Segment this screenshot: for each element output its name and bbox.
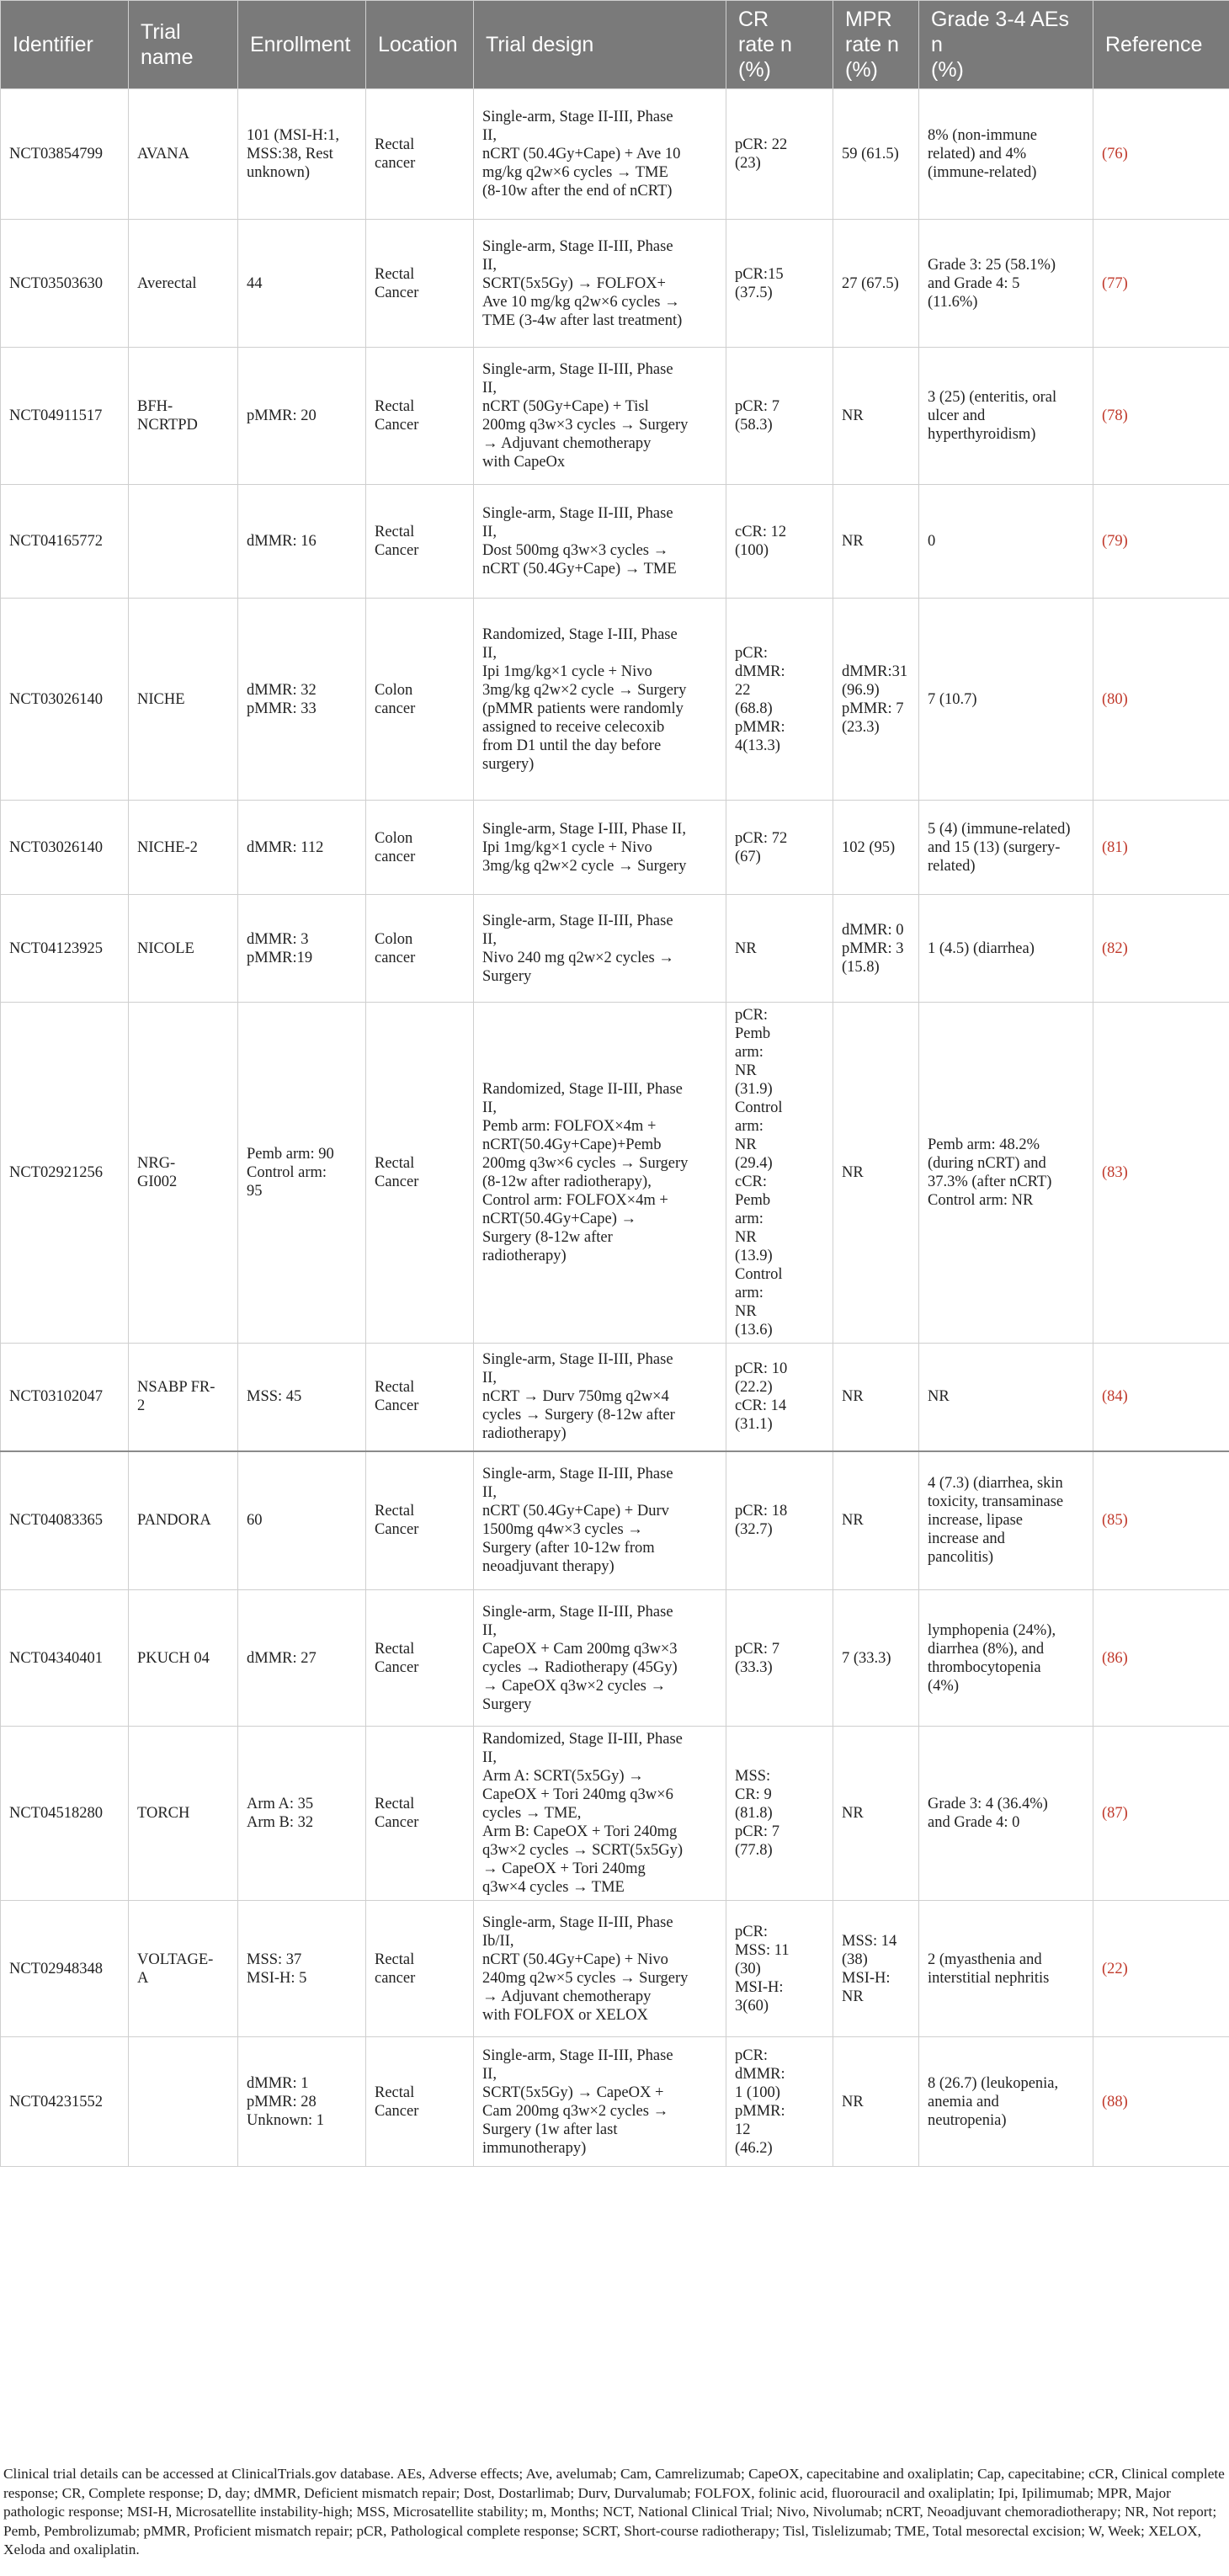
table-row bbox=[1, 89, 1229, 220]
location-cell: Rectal Cancer bbox=[366, 2037, 474, 2167]
reference-link[interactable]: (82) bbox=[1102, 939, 1128, 957]
column-header: Location bbox=[366, 1, 474, 89]
trial-name-cell: NICOLE bbox=[129, 895, 238, 1003]
trial-design-cell: Randomized, Stage II-III, Phase II, Arm A: SCRT(5x5Gy) → CapeOX + Tori 240mg q3w×6 cycles → TME, Arm B: CapeOX + Tori 240mg q3w×2 cycles → SCRT(5x5Gy) → CapeOX + Tori 240mg q3w×4 cycles → TME bbox=[474, 1727, 726, 1901]
trial-design-cell: Single-arm, Stage II-III, Phase Ib/II, nCRT (50.4Gy+Cape) + Nivo 240mg q2w×5 cycles → Surgery → Adjuvant chemotherapy with FOLFOX or XELOX bbox=[474, 1901, 726, 2037]
mpr-rate-cell: dMMR: 0 pMMR: 3 (15.8) bbox=[833, 895, 919, 1003]
mpr-rate-cell: 59 (61.5) bbox=[833, 89, 919, 220]
enrollment-cell: pMMR: 20 bbox=[238, 348, 366, 485]
table-row bbox=[1, 1590, 1229, 1727]
cr-rate-cell: pCR:15 (37.5) bbox=[726, 220, 833, 348]
reference-cell bbox=[1093, 801, 1229, 895]
trial-design-cell: Single-arm, Stage II-III, Phase II, nCRT (50Gy+Cape) + Tisl 200mg q3w×3 cycles → Surgery → Adjuvant chemotherapy with CapeOx bbox=[474, 348, 726, 485]
location-cell: Rectal Cancer bbox=[366, 1344, 474, 1451]
enrollment-cell: 101 (MSI-H:1, MSS:38, Rest unknown) bbox=[238, 89, 366, 220]
identifier-cell: NCT03854799 bbox=[1, 89, 129, 220]
enrollment-cell: MSS: 45 bbox=[238, 1344, 366, 1451]
location-cell: Rectal Cancer bbox=[366, 220, 474, 348]
table-row bbox=[1, 1727, 1229, 1901]
mpr-rate-cell: NR bbox=[833, 1451, 919, 1590]
cr-rate-cell: NR bbox=[726, 895, 833, 1003]
reference-cell bbox=[1093, 1344, 1229, 1451]
header-row bbox=[1, 1, 1229, 89]
reference-link[interactable]: (84) bbox=[1102, 1388, 1128, 1406]
reference-link[interactable]: (85) bbox=[1102, 1512, 1128, 1530]
identifier-cell: NCT04123925 bbox=[1, 895, 129, 1003]
location-cell: Rectal Cancer bbox=[366, 1590, 474, 1727]
identifier-cell: NCT04518280 bbox=[1, 1727, 129, 1901]
trial-name-cell bbox=[129, 485, 238, 599]
trial-name-cell: NSABP FR- 2 bbox=[129, 1344, 238, 1451]
table-row bbox=[1, 1901, 1229, 2037]
location-cell: Rectal cancer bbox=[366, 89, 474, 220]
table-row bbox=[1, 2037, 1229, 2167]
enrollment-cell: Arm A: 35 Arm B: 32 bbox=[238, 1727, 366, 1901]
reference-link[interactable]: (88) bbox=[1102, 2093, 1128, 2110]
reference-cell bbox=[1093, 89, 1229, 220]
adverse-events-cell: 4 (7.3) (diarrhea, skin toxicity, transaminase increase, lipase increase and pancolitis) bbox=[919, 1451, 1093, 1590]
reference-link[interactable]: (80) bbox=[1102, 690, 1128, 708]
mpr-rate-cell: MSS: 14 (38) MSI-H: NR bbox=[833, 1901, 919, 2037]
table-row bbox=[1, 220, 1229, 348]
enrollment-cell: MSS: 37 MSI-H: 5 bbox=[238, 1901, 366, 2037]
location-cell: Colon cancer bbox=[366, 599, 474, 801]
identifier-cell: NCT02948348 bbox=[1, 1901, 129, 2037]
mpr-rate-cell: 7 (33.3) bbox=[833, 1590, 919, 1727]
location-cell: Rectal Cancer bbox=[366, 348, 474, 485]
trial-design-cell: Single-arm, Stage II-III, Phase II, SCRT(5x5Gy) → CapeOX + Cam 200mg q3w×2 cycles → Surgery (1w after last immunotherapy) bbox=[474, 2037, 726, 2167]
identifier-cell: NCT02921256 bbox=[1, 1003, 129, 1344]
cr-rate-cell: MSS: CR: 9 (81.8) pCR: 7 (77.8) bbox=[726, 1727, 833, 1901]
trial-name-cell bbox=[129, 2037, 238, 2167]
reference-cell bbox=[1093, 895, 1229, 1003]
reference-link[interactable]: (79) bbox=[1102, 533, 1128, 550]
location-cell: Colon cancer bbox=[366, 801, 474, 895]
cr-rate-cell: pCR: MSS: 11 (30) MSI-H: 3(60) bbox=[726, 1901, 833, 2037]
reference-link[interactable]: (87) bbox=[1102, 1805, 1128, 1822]
adverse-events-cell: 5 (4) (immune-related) and 15 (13) (surgery- related) bbox=[919, 801, 1093, 895]
enrollment-cell: 60 bbox=[238, 1451, 366, 1590]
adverse-events-cell: 7 (10.7) bbox=[919, 599, 1093, 801]
trial-design-cell: Single-arm, Stage II-III, Phase II, Dost 500mg q3w×3 cycles → nCRT (50.4Gy+Cape) → TME bbox=[474, 485, 726, 599]
cr-rate-cell: pCR: dMMR: 1 (100) pMMR: 12 (46.2) bbox=[726, 2037, 833, 2167]
reference-cell bbox=[1093, 2037, 1229, 2167]
column-header: Enrollment bbox=[238, 1, 366, 89]
trial-name-cell: NICHE-2 bbox=[129, 801, 238, 895]
reference-link[interactable]: (22) bbox=[1102, 1960, 1128, 1977]
cr-rate-cell: pCR: 7 (58.3) bbox=[726, 348, 833, 485]
trial-name-cell: TORCH bbox=[129, 1727, 238, 1901]
identifier-cell: NCT04165772 bbox=[1, 485, 129, 599]
adverse-events-cell: 3 (25) (enteritis, oral ulcer and hyperthyroidism) bbox=[919, 348, 1093, 485]
table-row bbox=[1, 485, 1229, 599]
location-cell: Colon cancer bbox=[366, 895, 474, 1003]
mpr-rate-cell: NR bbox=[833, 1344, 919, 1451]
identifier-cell: NCT04231552 bbox=[1, 2037, 129, 2167]
reference-cell bbox=[1093, 1003, 1229, 1344]
enrollment-cell: dMMR: 27 bbox=[238, 1590, 366, 1727]
trial-design-cell: Single-arm, Stage II-III, Phase II, SCRT(5x5Gy) → FOLFOX+ Ave 10 mg/kg q2w×6 cycles → TME (3-4w after last treatment) bbox=[474, 220, 726, 348]
reference-link[interactable]: (83) bbox=[1102, 1164, 1128, 1181]
identifier-cell: NCT03026140 bbox=[1, 599, 129, 801]
location-cell: Rectal Cancer bbox=[366, 1451, 474, 1590]
reference-cell bbox=[1093, 599, 1229, 801]
reference-cell bbox=[1093, 485, 1229, 599]
reference-link[interactable]: (76) bbox=[1102, 146, 1128, 162]
identifier-cell: NCT03503630 bbox=[1, 220, 129, 348]
mpr-rate-cell: 27 (67.5) bbox=[833, 220, 919, 348]
reference-cell bbox=[1093, 348, 1229, 485]
enrollment-cell: dMMR: 16 bbox=[238, 485, 366, 599]
trial-name-cell: VOLTAGE- A bbox=[129, 1901, 238, 2037]
table-row bbox=[1, 1451, 1229, 1590]
trial-name-cell: PKUCH 04 bbox=[129, 1590, 238, 1727]
trial-design-cell: Single-arm, Stage I-III, Phase II, Ipi 1mg/kg×1 cycle + Nivo 3mg/kg q2w×2 cycle → Surgery bbox=[474, 801, 726, 895]
reference-link[interactable]: (81) bbox=[1102, 838, 1128, 856]
mpr-rate-cell: NR bbox=[833, 1003, 919, 1344]
reference-cell bbox=[1093, 1727, 1229, 1901]
mpr-rate-cell: NR bbox=[833, 1727, 919, 1901]
trial-name-cell: Averectal bbox=[129, 220, 238, 348]
trial-name-cell: NRG- GI002 bbox=[129, 1003, 238, 1344]
cr-rate-cell: pCR: 72 (67) bbox=[726, 801, 833, 895]
adverse-events-cell: 2 (myasthenia and interstitial nephritis bbox=[919, 1901, 1093, 2037]
column-header: Trial design bbox=[474, 1, 726, 89]
cr-rate-cell: pCR: Pemb arm: NR (31.9) Control arm: NR (29.4) cCR: Pemb arm: NR (13.9) Control arm: NR (13.6) bbox=[726, 1003, 833, 1344]
column-header: Identifier bbox=[1, 1, 129, 89]
cr-rate-cell: pCR: 10 (22.2) cCR: 14 (31.1) bbox=[726, 1344, 833, 1451]
adverse-events-cell: 0 bbox=[919, 485, 1093, 599]
trial-design-cell: Single-arm, Stage II-III, Phase II, nCRT → Durv 750mg q2w×4 cycles → Surgery (8-12w after radiotherapy) bbox=[474, 1344, 726, 1451]
trial-name-cell: PANDORA bbox=[129, 1451, 238, 1590]
adverse-events-cell: Grade 3: 4 (36.4%) and Grade 4: 0 bbox=[919, 1727, 1093, 1901]
adverse-events-cell: 1 (4.5) (diarrhea) bbox=[919, 895, 1093, 1003]
table-row bbox=[1, 1003, 1229, 1344]
trial-design-cell: Randomized, Stage I-III, Phase II, Ipi 1mg/kg×1 cycle + Nivo 3mg/kg q2w×2 cycle → Surgery (pMMR patients were randomly assigned to receive celecoxib from D1 until the day before surgery) bbox=[474, 599, 726, 801]
reference-cell bbox=[1093, 1590, 1229, 1727]
enrollment-cell: dMMR: 1 pMMR: 28 Unknown: 1 bbox=[238, 2037, 366, 2167]
trial-design-cell: Single-arm, Stage II-III, Phase II, nCRT (50.4Gy+Cape) + Ave 10 mg/kg q2w×6 cycles → TME (8-10w after the end of nCRT) bbox=[474, 89, 726, 220]
trial-design-cell: Randomized, Stage II-III, Phase II, Pemb arm: FOLFOX×4m + nCRT(50.4Gy+Cape)+Pemb 200mg q3w×6 cycles → Surgery (8-12w after radiotherapy), Control arm: FOLFOX×4m + nCRT(50.4Gy+Cape) → Surgery (8-12w after radiotherapy) bbox=[474, 1003, 726, 1344]
trial-name-cell: NICHE bbox=[129, 599, 238, 801]
mpr-rate-cell: NR bbox=[833, 2037, 919, 2167]
mpr-rate-cell: 102 (95) bbox=[833, 801, 919, 895]
cr-rate-cell: pCR: 7 (33.3) bbox=[726, 1590, 833, 1727]
trial-design-cell: Single-arm, Stage II-III, Phase II, CapeOX + Cam 200mg q3w×3 cycles → Radiotherapy (45Gy) → CapeOX q3w×2 cycles → Surgery bbox=[474, 1590, 726, 1727]
table-row bbox=[1, 801, 1229, 895]
location-cell: Rectal Cancer bbox=[366, 485, 474, 599]
identifier-cell: NCT04340401 bbox=[1, 1590, 129, 1727]
column-header: Reference bbox=[1093, 1, 1229, 89]
reference-cell bbox=[1093, 1901, 1229, 2037]
mpr-rate-cell: NR bbox=[833, 348, 919, 485]
cr-rate-cell: pCR: dMMR: 22 (68.8) pMMR: 4(13.3) bbox=[726, 599, 833, 801]
trial-name-cell: BFH- NCRTPD bbox=[129, 348, 238, 485]
table-row bbox=[1, 599, 1229, 801]
reference-link[interactable]: (77) bbox=[1102, 274, 1128, 292]
identifier-cell: NCT04083365 bbox=[1, 1451, 129, 1590]
enrollment-cell: dMMR: 32 pMMR: 33 bbox=[238, 599, 366, 801]
table-footnote: Clinical trial details can be accessed at ClinicalTrials.gov database. AEs, Adverse effects; Ave, avelumab; Cam, Camrelizumab; CapeOX, capecitabine and oxaliplatin; Cap, capecitabine; cCR, Clinical complete response; CR, Complete response; D, day; dMMR, Deficient mismatch repair; Dost, Dostarlimab; Durv, Durvalumab; FOLFOX, folinic acid, fluorouracil and oxaliplatin; Ipi, Ipilimumab; MPR, Major pathologic response; MSI-H, Microsatellite instability-high; MSS, Microsatellite stability; m, Months; NCT, National Clinical Trial; Nivo, Nivolumab; nCRT, Neoadjuvant chemoradiotherapy; NR, Not report; Pemb, Pembrolizumab; pMMR, Proficient mismatch repair; pCR, Pathological complete response; SCRT, Short-course radiotherapy; Tisl, Tislelizumab; TME, Total mesorectal excision; W, Week; XELOX, Xeloda and oxaliplatin. bbox=[3, 2466, 1225, 2557]
identifier-cell: NCT03026140 bbox=[1, 801, 129, 895]
mpr-rate-cell: dMMR:31 (96.9) pMMR: 7 (23.3) bbox=[833, 599, 919, 801]
table-row bbox=[1, 895, 1229, 1003]
column-header: Grade 3-4 AEs n (%) bbox=[919, 1, 1093, 89]
identifier-cell: NCT03102047 bbox=[1, 1344, 129, 1451]
location-cell: Rectal cancer bbox=[366, 1901, 474, 2037]
adverse-events-cell: Grade 3: 25 (58.1%) and Grade 4: 5 (11.6%) bbox=[919, 220, 1093, 348]
enrollment-cell: Pemb arm: 90 Control arm: 95 bbox=[238, 1003, 366, 1344]
column-header: Trial name bbox=[129, 1, 238, 89]
cr-rate-cell: pCR: 22 (23) bbox=[726, 89, 833, 220]
trial-name-cell: AVANA bbox=[129, 89, 238, 220]
enrollment-cell: dMMR: 3 pMMR:19 bbox=[238, 895, 366, 1003]
adverse-events-cell: lymphopenia (24%), diarrhea (8%), and thrombocytopenia (4%) bbox=[919, 1590, 1093, 1727]
table-row bbox=[1, 348, 1229, 485]
reference-link[interactable]: (78) bbox=[1102, 407, 1128, 424]
enrollment-cell: dMMR: 112 bbox=[238, 801, 366, 895]
reference-cell bbox=[1093, 1451, 1229, 1590]
table-row bbox=[1, 1344, 1229, 1451]
column-header: CR rate n (%) bbox=[726, 1, 833, 89]
trial-design-cell: Single-arm, Stage II-III, Phase II, Nivo 240 mg q2w×2 cycles → Surgery bbox=[474, 895, 726, 1003]
reference-cell bbox=[1093, 220, 1229, 348]
cr-rate-cell: pCR: 18 (32.7) bbox=[726, 1451, 833, 1590]
adverse-events-cell: Pemb arm: 48.2% (during nCRT) and 37.3% (after nCRT) Control arm: NR bbox=[919, 1003, 1093, 1344]
enrollment-cell: 44 bbox=[238, 220, 366, 348]
adverse-events-cell: NR bbox=[919, 1344, 1093, 1451]
cr-rate-cell: cCR: 12 (100) bbox=[726, 485, 833, 599]
mpr-rate-cell: NR bbox=[833, 485, 919, 599]
reference-link[interactable]: (86) bbox=[1102, 1649, 1128, 1667]
identifier-cell: NCT04911517 bbox=[1, 348, 129, 485]
column-header: MPR rate n (%) bbox=[833, 1, 919, 89]
trial-design-cell: Single-arm, Stage II-III, Phase II, nCRT (50.4Gy+Cape) + Durv 1500mg q4w×3 cycles → Surgery (after 10-12w from neoadjuvant therapy) bbox=[474, 1451, 726, 1590]
location-cell: Rectal Cancer bbox=[366, 1727, 474, 1901]
adverse-events-cell: 8 (26.7) (leukopenia, anemia and neutropenia) bbox=[919, 2037, 1093, 2167]
location-cell: Rectal Cancer bbox=[366, 1003, 474, 1344]
adverse-events-cell: 8% (non-immune related) and 4% (immune-related) bbox=[919, 89, 1093, 220]
